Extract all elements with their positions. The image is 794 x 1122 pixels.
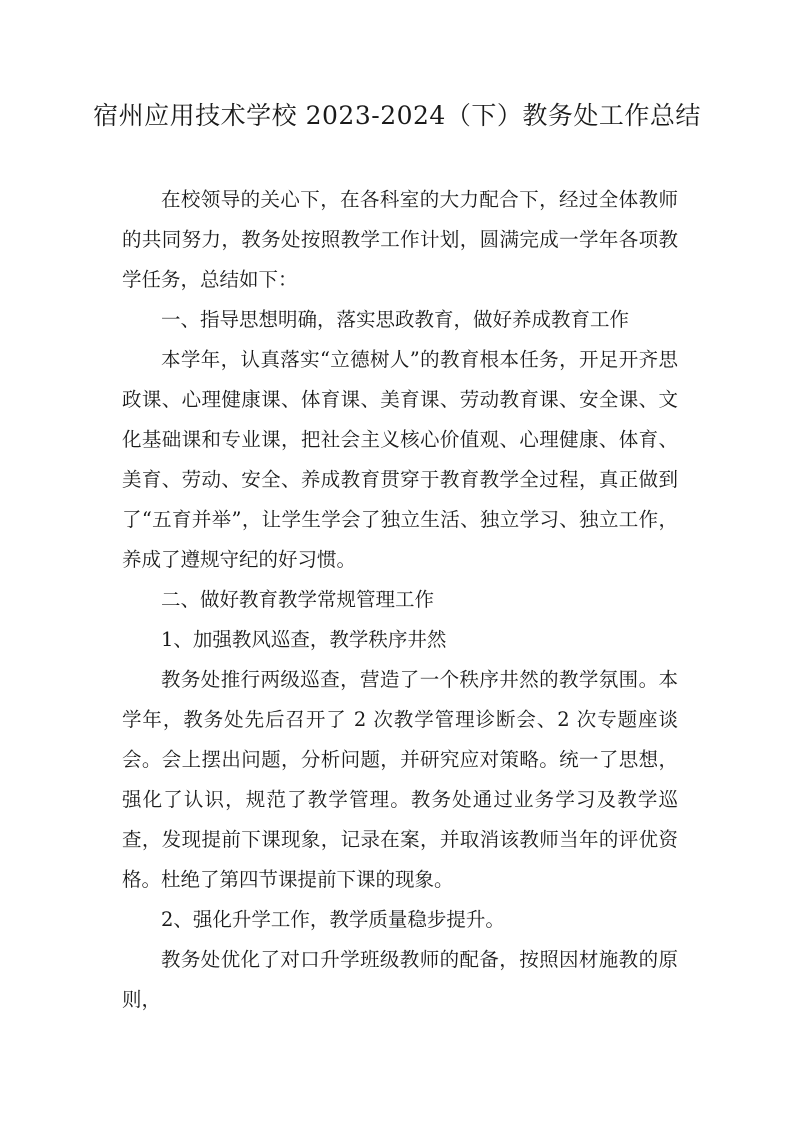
paragraph-section-1: 本学年，认真落实“立德树人”的教育根本任务，开足开齐思政课、心理健康课、体育课、美育课、劳动教育课、安全课、文化基础课和专业课，把社会主义核心价值观、心理健康、体育、美育、劳动、安全、养成教育贯穿于教育教学全过程，真正做到了“五育并举”，让学生学会了独立生活、独立学习、独立工作，养成了遵规守纪的好习惯。 — [122, 348, 678, 571]
section-heading-2: 二、做好教育教学常规管理工作 — [161, 588, 435, 611]
document-title: 宿州应用技术学校 2023-2024（下）教务处工作总结 — [93, 101, 701, 130]
document-body — [122, 180, 678, 1020]
subsection-heading-2: 2、强化升学工作，教学质量稳步提升。 — [161, 908, 505, 931]
paragraph-subsection-2: 教务处优化了对口升学班级教师的配备，按照因材施教的原则， — [122, 948, 678, 1011]
section-heading-1: 一、指导思想明确，落实思政教育，做好养成教育工作 — [161, 308, 630, 331]
paragraph-intro: 在校领导的关心下，在各科室的大力配合下，经过全体教师的共同努力，教务处按照教学工作计划，圆满完成一学年各项教学任务，总结如下： — [122, 188, 678, 291]
paragraph-subsection-1: 教务处推行两级巡查，营造了一个秩序井然的教学氛围。本学年，教务处先后召开了 2 次教学管理诊断会、2 次专题座谈会。会上摆出问题，分析问题，并研究应对策略。统一了思想，强化了认识，规范了教学管理。教务处通过业务学习及教学巡查，发现提前下课现象，记录在案，并取消该教师当年的评优资格。杜绝了第四节课提前下课的现象。 — [122, 668, 678, 891]
subsection-heading-1: 1、加强教风巡查，教学秩序井然 — [161, 628, 447, 651]
